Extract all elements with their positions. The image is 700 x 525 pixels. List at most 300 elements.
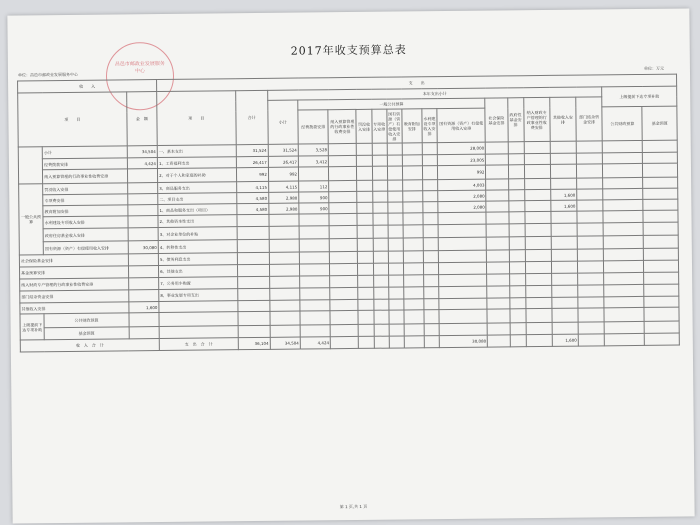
empty-cell: [403, 275, 423, 287]
subtotal-cell: [269, 239, 299, 252]
empty-cell: [402, 191, 422, 202]
special-cell: [439, 286, 487, 299]
empty-cell: [388, 213, 403, 225]
empty-cell: [603, 163, 643, 177]
total-cell: 31,524: [236, 144, 268, 156]
fund-cell: [300, 276, 330, 288]
empty-cell: [644, 272, 679, 284]
empty-cell: [643, 188, 678, 199]
balance-cell: [578, 285, 604, 297]
empty-cell: [486, 212, 508, 224]
empty-cell: [423, 180, 438, 191]
other-income-header: 其他收入安排: [550, 97, 577, 141]
superior-header: 上级提前下达专项补助: [602, 86, 677, 107]
empty-cell: [404, 324, 424, 336]
income-item-cell: 纳入预算管理的行政事业性收费安排: [43, 169, 128, 184]
fund-cell: [300, 300, 330, 311]
other-cell: [552, 322, 578, 334]
group-cell: 上级提前下达专项补助: [20, 314, 44, 340]
empty-cell: [604, 248, 644, 260]
empty-cell: [373, 238, 388, 251]
empty-cell: [603, 210, 643, 222]
empty-cell: [330, 287, 358, 299]
special-cell: [439, 309, 487, 324]
empty-cell: [603, 152, 643, 163]
income-amount-cell: [128, 216, 158, 228]
empty-cell: [424, 287, 439, 299]
empty-cell: [373, 251, 388, 263]
empty-cell: [423, 202, 438, 213]
empty-cell: [330, 275, 358, 287]
subtotal-header: 小计: [268, 100, 299, 144]
subtotal-cell: 4,115: [268, 181, 298, 192]
income-amount-cell: 34,504: [127, 146, 157, 158]
empty-cell: [404, 310, 424, 324]
budget-table: [17, 71, 680, 353]
income-item-cell: 教育附加安排: [43, 205, 128, 217]
balance-cell: [577, 178, 603, 189]
fund-cell: [299, 226, 329, 239]
special-cell: 4,003: [438, 179, 486, 191]
income-item-cell: 专项费安排: [43, 194, 128, 206]
totals-total: 36,104: [238, 337, 270, 349]
empty-cell: [357, 202, 372, 213]
exp-item-cell: 7、公务用车购置: [159, 277, 238, 290]
empty-cell: [422, 155, 437, 166]
empty-cell: [603, 199, 643, 210]
general-public-header: 一般公共预算: [298, 98, 485, 110]
gp-col-header: 国有资源（资产）有偿使用收入安排: [387, 109, 402, 143]
empty-cell: [524, 178, 550, 189]
empty-cell: [524, 189, 550, 200]
exp-item-cell: 3、对企业单位的补贴: [158, 227, 237, 241]
special-cell: [439, 262, 487, 275]
empty-cell: [403, 225, 423, 238]
income-item-cell: 社会保险基金安排: [19, 254, 128, 267]
empty-cell: [388, 275, 403, 287]
empty-cell: [404, 299, 424, 310]
other-cell: [551, 273, 577, 285]
income-item-cell: 纳入财政专户管理的行政事业性收费安排: [20, 278, 129, 291]
empty-cell: [358, 310, 373, 324]
income-item-cell: 小计: [42, 146, 127, 159]
exp-item-cell: 8、事业发展专项支出: [159, 289, 238, 302]
empty-cell: [422, 143, 437, 155]
empty-cell: [357, 166, 372, 180]
total-cell: [237, 276, 269, 288]
empty-cell: [525, 223, 551, 236]
empty-cell: [487, 262, 509, 274]
empty-cell: [424, 275, 439, 287]
total-cell: 992: [236, 167, 268, 181]
exp-item-cell: 2、对于个人和家庭的补助: [157, 168, 236, 183]
empty-cell: [486, 201, 508, 212]
empty-cell: [525, 297, 551, 308]
empty-cell: [329, 191, 357, 202]
empty-cell: [645, 321, 680, 333]
balance-cell: [576, 153, 602, 164]
page-title: 2017年收支预算总表: [290, 43, 407, 58]
empty-cell: [510, 323, 526, 335]
exp-item-cell: 一、基本支出: [157, 145, 236, 158]
empty-cell: [643, 163, 678, 177]
fund-cell: [300, 325, 330, 337]
balance-cell: [577, 261, 603, 273]
empty-cell: [329, 238, 357, 251]
empty-cell: [403, 213, 423, 225]
subtotal-cell: [270, 288, 300, 300]
totals-fund: 4,424: [300, 337, 330, 349]
income-amount-cell: 1,600: [129, 302, 159, 313]
special-cell: [438, 212, 486, 225]
income-item-header: 项 目: [18, 92, 127, 147]
exp-item-cell: 二、项目支出: [158, 193, 237, 205]
empty-cell: [644, 222, 679, 235]
exp-item-cell: [159, 301, 238, 313]
document-page: [7, 8, 694, 523]
empty-cell: [388, 238, 403, 251]
other-cell: [551, 261, 577, 273]
balance-cell: [576, 164, 602, 178]
total-cell: 26,417: [236, 156, 268, 167]
empty-cell: [644, 296, 679, 307]
empty-cell: [372, 143, 387, 155]
income-amount-header: 金 额: [126, 92, 157, 146]
exp-item-header: 项 目: [157, 91, 236, 146]
empty-cell: [525, 261, 551, 273]
empty-cell: [526, 308, 552, 322]
exp-item-cell: [159, 326, 238, 339]
special-cell: [439, 323, 487, 336]
empty-cell: [603, 177, 643, 188]
income-item-cell: 基金预算安排: [19, 266, 128, 279]
empty-cell: [330, 324, 358, 336]
other-cell: [551, 249, 577, 261]
other-cell: [550, 178, 576, 189]
other-cell: [551, 236, 577, 249]
special-cell: [438, 224, 486, 238]
empty-cell: [423, 251, 438, 263]
total-cell: [237, 226, 269, 239]
income-amount-cell: [127, 169, 157, 183]
empty-cell: [644, 307, 679, 321]
empty-cell: [387, 191, 402, 202]
empty-cell: [602, 140, 642, 152]
empty-cell: [524, 200, 550, 211]
empty-cell: [387, 166, 402, 180]
income-item-cell: 部门结余资金安排: [20, 290, 129, 303]
exp-item-cell: 6、其他支出: [159, 265, 238, 278]
subtotal-cell: [269, 276, 299, 288]
empty-cell: [330, 251, 358, 263]
empty-cell: [423, 238, 438, 251]
income-amount-cell: 4,424: [127, 158, 157, 169]
total-cell: [238, 311, 270, 325]
total-cell: 4,115: [236, 181, 268, 192]
income-item-cell: 水利建设专项收入安排: [43, 216, 128, 229]
empty-cell: [389, 324, 404, 336]
fund-cell: 3,528: [298, 144, 328, 156]
other-cell: [550, 164, 576, 178]
empty-cell: [328, 143, 356, 155]
empty-cell: [329, 213, 357, 225]
empty-cell: [486, 142, 508, 154]
balance-cell: [577, 189, 603, 200]
social-fund-header: 社会保险基金安排: [485, 98, 508, 142]
page-footer: 第 1 页,共 1 页: [339, 503, 368, 510]
empty-cell: [604, 321, 644, 333]
income-amount-cell: [128, 278, 158, 290]
income-item-cell: 经费拨款安排: [43, 158, 128, 170]
empty-cell: [402, 180, 422, 191]
empty-cell: [357, 143, 372, 155]
subtotal-cell: [269, 226, 299, 239]
empty-cell: [509, 309, 525, 323]
empty-cell: [509, 262, 525, 274]
subtotal-cell: [269, 264, 299, 276]
balance-cell: [577, 236, 603, 249]
empty-cell: [509, 298, 525, 309]
total-cell: [237, 252, 269, 264]
empty-cell: [423, 213, 438, 225]
empty-cell: [524, 164, 550, 178]
empty-cell: [422, 166, 437, 180]
empty-cell: [372, 191, 387, 202]
superior-fund-header: 基金预算: [642, 106, 677, 140]
empty-cell: [604, 272, 644, 284]
exp-item-cell: 2、其他资本性支出: [158, 215, 237, 228]
income-amount-cell: 30,080: [128, 241, 158, 254]
empty-cell: [603, 235, 643, 248]
balance-cell: [578, 322, 604, 334]
income-item-cell: 政府住房基金收入安排: [43, 228, 128, 242]
gp-col-header: 纳入预算管理的行政事业性收费安排: [328, 109, 357, 143]
other-cell: [551, 211, 577, 223]
empty-cell: [387, 143, 402, 155]
empty-cell: [357, 155, 372, 166]
other-cell: [551, 223, 577, 236]
empty-cell: [373, 263, 388, 275]
empty-cell: [508, 212, 524, 224]
balance-cell: [578, 308, 604, 322]
gp-col-header: 教育附加安排: [402, 109, 422, 143]
empty-cell: [402, 166, 422, 180]
empty-cell: [388, 287, 403, 299]
exp-item-cell: 4、转移性支出: [158, 240, 237, 254]
fund-cell: [298, 167, 328, 181]
subtotal-cell: [269, 214, 299, 226]
income-item-cell: 基金预算: [44, 327, 129, 340]
dept-balance-header: 部门结余资金安排: [576, 97, 603, 141]
income-item-cell: 罚没收入安排: [43, 183, 128, 195]
total-cell: 4,580: [236, 203, 268, 214]
empty-cell: [643, 152, 678, 163]
subtotal-cell: [270, 325, 300, 337]
empty-cell: [374, 310, 389, 324]
empty-cell: [525, 236, 551, 249]
fund-cell: [299, 252, 329, 264]
empty-cell: [486, 179, 508, 190]
total-cell: [237, 239, 269, 252]
empty-cell: [486, 190, 508, 201]
expenditure-header: 支 出: [157, 74, 677, 91]
special-cell: [439, 298, 487, 310]
empty-cell: [358, 263, 373, 275]
empty-cell: [388, 263, 403, 275]
empty-cell: [404, 287, 424, 299]
income-item-cell: 其他收入安排: [20, 302, 129, 314]
exp-item-cell: 1、商品和服务支出（项目）: [158, 204, 237, 216]
empty-cell: [423, 225, 438, 238]
income-amount-cell: [129, 327, 159, 339]
empty-cell: [330, 263, 358, 275]
empty-cell: [524, 153, 550, 164]
empty-cell: [403, 238, 423, 251]
empty-cell: [423, 191, 438, 202]
fund-cell: 900: [299, 192, 329, 203]
empty-cell: [487, 274, 509, 286]
special-cell: 2,080: [438, 190, 486, 202]
totals-other: 1,600: [552, 334, 578, 346]
empty-cell: [374, 324, 389, 336]
total-cell: [238, 325, 270, 337]
empty-cell: [486, 154, 508, 165]
subtotal-cell: 31,524: [268, 144, 298, 156]
fund-cell: 900: [299, 203, 329, 214]
empty-cell: [402, 155, 422, 166]
empty-cell: [487, 237, 509, 250]
total-cell: [237, 214, 269, 226]
empty-cell: [643, 210, 678, 222]
empty-cell: [388, 202, 403, 213]
income-amount-cell: [128, 254, 158, 266]
income-amount-cell: [128, 228, 158, 241]
subtotal-cell: 2,980: [269, 203, 299, 214]
totals-sub: 34,504: [270, 337, 300, 349]
empty-cell: [644, 248, 679, 260]
empty-cell: [358, 275, 373, 287]
empty-cell: [508, 154, 524, 165]
unit-label: 单位：昌邑市邮政业发展服务中心: [17, 71, 79, 78]
empty-cell: [358, 238, 373, 251]
subtotal-cell: 2,980: [269, 192, 299, 203]
fund-cell: [299, 214, 329, 226]
total-cell: 4,580: [236, 192, 268, 203]
empty-cell: [643, 140, 678, 152]
fund-cell: [300, 288, 330, 300]
empty-cell: [387, 180, 402, 191]
gov-fund-header: 政府性基金安排: [507, 98, 524, 142]
fund-cell: [299, 239, 329, 252]
special-cell: 992: [437, 165, 485, 180]
empty-cell: [373, 213, 388, 225]
income-header: 收 入: [18, 80, 157, 93]
empty-cell: [329, 202, 357, 213]
empty-cell: [508, 142, 524, 154]
totals-exp-label: 支 出 合 计: [159, 338, 238, 351]
empty-cell: [487, 309, 509, 323]
special-cell: [438, 250, 486, 263]
empty-cell: [389, 299, 404, 310]
gp-col-header: 国有资源（资产）有偿使用收入安排: [437, 108, 486, 143]
empty-cell: [329, 225, 357, 238]
empty-cell: [603, 188, 643, 199]
empty-cell: [644, 260, 679, 272]
empty-cell: [402, 143, 422, 155]
income-amount-cell: [128, 266, 158, 278]
empty-cell: [357, 213, 372, 225]
empty-cell: [403, 251, 423, 263]
fund-cell: [300, 264, 330, 276]
empty-cell: [388, 251, 403, 263]
exp-item-cell: [159, 312, 238, 327]
empty-cell: [487, 323, 509, 335]
empty-cell: [509, 224, 525, 237]
fund-cell: 3,412: [298, 156, 328, 167]
fund-cell: [300, 311, 330, 325]
empty-cell: [508, 201, 524, 212]
seal-text: 昌邑市邮政业发展服务中心: [114, 60, 165, 75]
empty-cell: [329, 155, 357, 166]
empty-cell: [424, 299, 439, 310]
empty-cell: [487, 298, 509, 309]
total-header: 合计: [235, 90, 268, 144]
superior-public-header: 公共财政预算: [602, 106, 643, 140]
income-amount-cell: [129, 290, 159, 302]
empty-cell: [373, 287, 388, 299]
empty-cell: [389, 310, 404, 324]
income-amount-cell: [128, 194, 158, 205]
empty-cell: [358, 299, 373, 310]
special-cell: [438, 237, 486, 251]
special-cell: 28,000: [437, 142, 485, 155]
total-cell: [237, 288, 269, 300]
empty-cell: [372, 202, 387, 213]
empty-cell: [372, 155, 387, 166]
gp-col-header: 水利建设专项收入安排: [422, 109, 437, 143]
empty-cell: [372, 180, 387, 191]
empty-cell: [358, 287, 373, 299]
totals-special: 30,080: [439, 335, 487, 348]
empty-cell: [644, 284, 679, 296]
income-amount-cell: [128, 205, 158, 216]
empty-cell: [403, 263, 423, 275]
gp-col-header: 经费拨款安排: [298, 110, 329, 144]
balance-cell: [577, 200, 603, 211]
empty-cell: [525, 249, 551, 261]
total-cell: [237, 300, 269, 311]
empty-cell: [644, 235, 679, 248]
empty-cell: [604, 284, 644, 296]
empty-cell: [359, 324, 374, 336]
other-cell: [550, 141, 576, 153]
empty-cell: [487, 286, 509, 298]
special-cell: 23,005: [437, 154, 485, 166]
income-amount-cell: [129, 313, 159, 327]
group-cell-blank: [18, 147, 43, 184]
empty-cell: [357, 191, 372, 202]
empty-cell: [604, 296, 644, 307]
other-cell: [550, 153, 576, 164]
empty-cell: [509, 286, 525, 298]
current-year-header: 本年支出小计: [267, 87, 601, 101]
special-cell: [439, 274, 487, 287]
empty-cell: [372, 166, 387, 180]
empty-cell: [330, 310, 358, 324]
empty-cell: [388, 225, 403, 238]
other-cell: 1,600: [551, 189, 577, 200]
group-cell: 一般公共预算: [19, 184, 44, 255]
